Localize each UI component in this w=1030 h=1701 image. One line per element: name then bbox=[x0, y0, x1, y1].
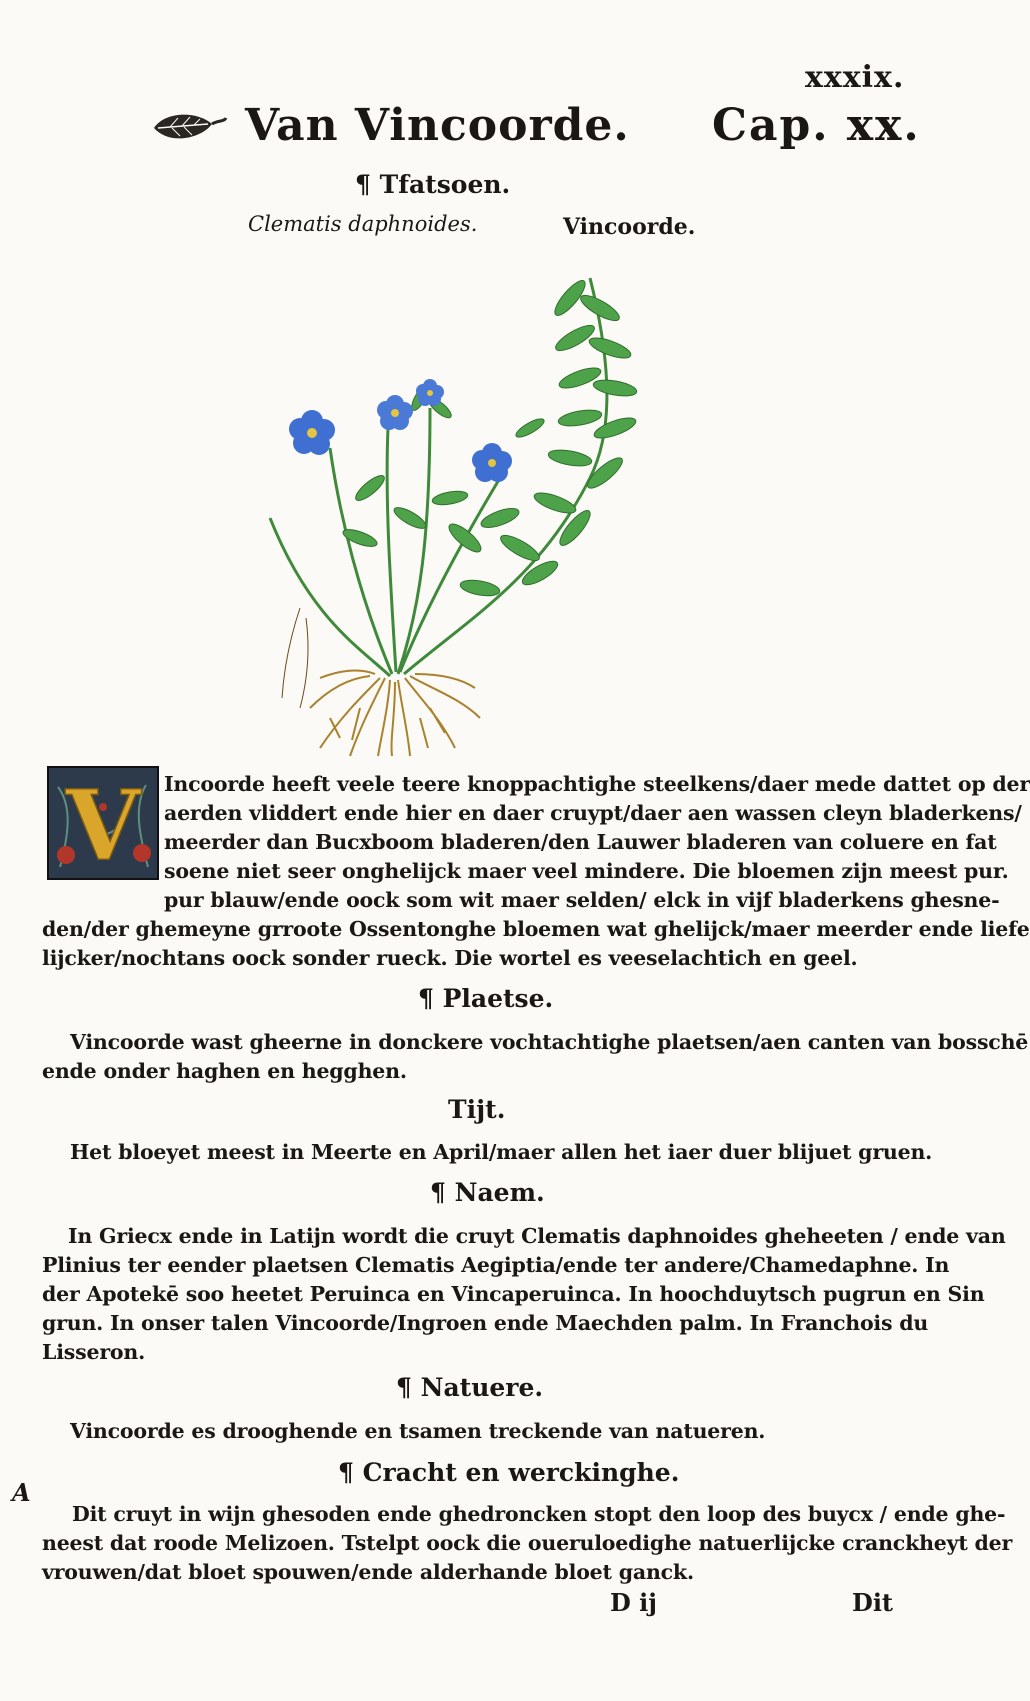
initial-letter: V bbox=[65, 769, 141, 882]
cracht-line: vrouwen/dat bloet spouwen/ende alderhande bloet ganck. bbox=[42, 1560, 694, 1584]
description-line: Incoorde heeft veele teere knoppachtighe steelkens/daer mede dattet op der bbox=[164, 772, 1030, 796]
section-heading-fatsoen: ¶ Tfatsoen. bbox=[355, 170, 511, 199]
leaves-drawing bbox=[341, 277, 638, 599]
pilcrow-icon: ¶ bbox=[355, 170, 380, 199]
cracht-line: neest dat roode Melizoen. Tstelpt oock die oueruloedighe natuerlijcke cranckheyt der bbox=[42, 1531, 1013, 1555]
naem-line: In Griecx ende in Latijn wordt die cruyt Clematis daphnoides gheheeten / ende van bbox=[68, 1224, 1006, 1248]
catchword: Dit bbox=[852, 1588, 894, 1617]
cracht-line: Dit cruyt in wijn ghesoden ende ghedroncken stopt den loop des buycx / ende ghe- bbox=[72, 1502, 1006, 1526]
description-line: meerder dan Bucxboom bladeren/den Lauwer bladeren van coluere en fat bbox=[164, 830, 997, 854]
description-line: lijcker/nochtans oock sonder rueck. Die wortel es veeselachtich en geel. bbox=[42, 946, 858, 970]
folio-number: xxxix. bbox=[805, 60, 905, 95]
natuere-line: Vincoorde es drooghende en tsamen treckende van natueren. bbox=[70, 1419, 766, 1443]
section-heading-naem: ¶ Naem. bbox=[430, 1178, 545, 1207]
blue-flowers-drawing bbox=[289, 379, 512, 482]
plaetse-line: Vincoorde wast gheerne in donckere vochtachtighe plaetsen/aen canten van bosschē bbox=[70, 1030, 1029, 1054]
description-line: pur blauw/ende oock som wit maer selden/ elck in vijf bladerkens ghesne- bbox=[164, 888, 1000, 912]
naem-line: grun. In onser talen Vincoorde/Ingroen ende Maechden palm. In Franchois du bbox=[42, 1311, 929, 1335]
naem-line: Lisseron. bbox=[42, 1340, 146, 1364]
signature-mark: D ij bbox=[610, 1588, 657, 1617]
periwinkle-plant-illustration bbox=[270, 278, 690, 758]
pilcrow-icon: ¶ bbox=[418, 984, 443, 1013]
section-heading-natuere: ¶ Natuere. bbox=[396, 1373, 544, 1402]
roots-drawing bbox=[310, 671, 480, 756]
pilcrow-icon: ¶ bbox=[338, 1458, 363, 1487]
margin-marker: A bbox=[12, 1478, 31, 1507]
section-heading-plaetse: ¶ Plaetse. bbox=[418, 984, 554, 1013]
section-heading-cracht: ¶ Cracht en werckinghe. bbox=[338, 1458, 680, 1487]
figure-latin-caption: Clematis daphnoides. bbox=[248, 212, 478, 236]
description-line: aerden vliddert ende hier en daer cruypt/daer aen wassen cleyn bladerkens/ bbox=[164, 801, 1022, 825]
page-title: Van Vincoorde. bbox=[245, 100, 630, 151]
description-line: den/der ghemeyne grroote Ossentonghe bloemen wat ghelijck/maer meerder ende liefe bbox=[42, 917, 1030, 941]
description-line: soene niet seer onghelijck maer veel mindere. Die bloemen zijn meest pur. bbox=[164, 859, 1009, 883]
leaf-ornament-icon bbox=[150, 108, 230, 148]
chapter-number: Cap. xx. bbox=[712, 100, 921, 151]
stems-drawing bbox=[270, 278, 607, 676]
naem-line: der Apotekē soo heetet Peruinca en Vincaperuinca. In hoochduytsch pugrun en Sin bbox=[42, 1282, 985, 1306]
naem-line: Plinius ter eender plaetsen Clematis Aegiptia/ende ter andere/Chamedaphne. In bbox=[42, 1253, 950, 1277]
pilcrow-icon: ¶ bbox=[430, 1178, 455, 1207]
section-heading-tijt: Tijt. bbox=[448, 1095, 506, 1124]
pilcrow-icon: ¶ bbox=[396, 1373, 421, 1402]
tijt-line: Het bloeyet meest in Meerte en April/maer allen het iaer duer blijuet gruen. bbox=[70, 1140, 933, 1164]
figure-dutch-caption: Vincoorde. bbox=[563, 214, 696, 240]
plaetse-line: ende onder haghen en hegghen. bbox=[42, 1059, 407, 1083]
decorated-initial bbox=[48, 767, 158, 882]
